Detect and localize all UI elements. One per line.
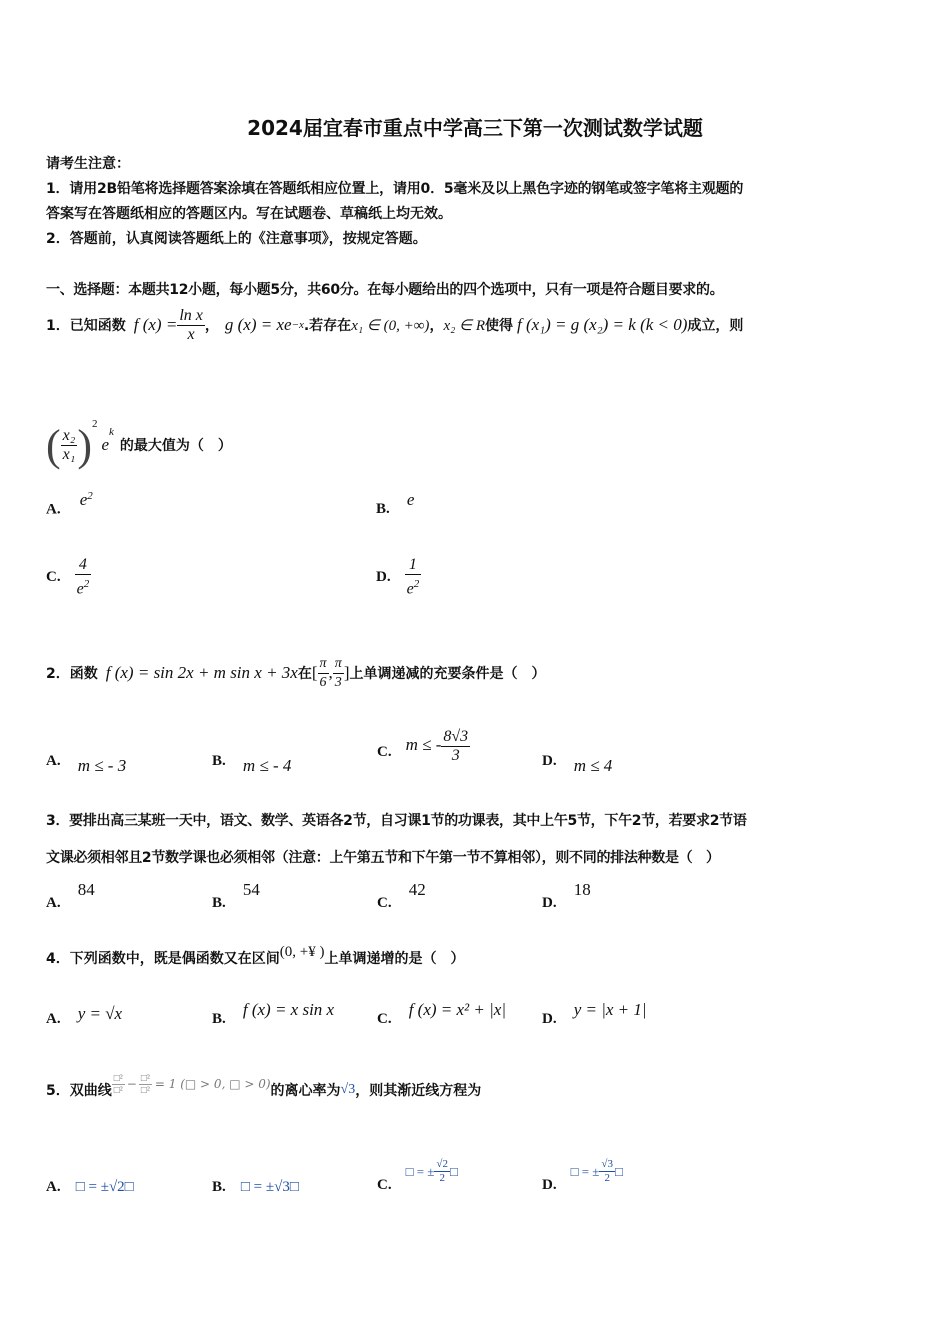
question-3-stem-line-1: 3．要排出高三某班一天中，语文、数学、英语各2节，自习课1节的功课表，其中上午5节，下午2节，若要求2节语 [46,813,747,829]
question-4-stem: 4．下列函数中，既是偶函数又在区间 (0, +¥ ) 上单调递增的是（ ） [46,943,465,967]
notice-item-1: 1．请用2B铅笔将选择题答案涂填在答题纸相应位置上，请用0．5毫米及以上黑色字迹的钢笔或签字笔将主观题的 [46,181,744,197]
question-5-stem: 5．双曲线 $\frac{\text{□²}}{\text{□²}}$ − $\frac{\text{□²}}{\text{□²}}$ = 1 (□ > 0, □ > 0) 的离心率为 √3 ，则其渐近线方程为 [46,1072,482,1099]
question-3-stem-line-2: 文课必须相邻且2节数学课也必须相邻（注意：上午第五节和下午第一节不算相邻），则不同的排法种数是（ ） [46,850,720,866]
q5-option-d[interactable]: D. □ = ± $\frac{√3}{2}$ □ [542,1158,623,1193]
notice-item-2: 2．答题前，认真阅读答题纸上的《注意事项》，按规定答题。 [46,231,427,247]
q5-option-a[interactable]: A. □ = ±√2□ [46,1179,134,1195]
q4-option-a[interactable]: A. y = √x [46,1004,123,1027]
q1-option-b[interactable]: B. e [376,490,415,517]
hyperbola-term-2: $\frac{\text{□²}}{\text{□²}}$ [140,1072,150,1096]
q2-option-a[interactable]: A. m ≤ - 3 [46,753,127,775]
q5-option-b[interactable]: B. □ = ±√3□ [212,1179,299,1195]
q3-option-d[interactable]: D. 18 [542,880,591,911]
x-ratio-fraction: $\frac{\text{x₂}}{\text{x₁}}$ [62,426,76,463]
f-fraction: $\frac{\text{ln x}}{x}$ [179,306,203,343]
notice-heading: 请考生注意： [46,156,130,172]
q5-option-c[interactable]: C. □ = ± $\frac{√2}{2}$ □ [377,1158,458,1193]
notice-item-1-cont: 答案写在答题纸相应的答题区内。写在试题卷、草稿纸上均无效。 [46,206,452,222]
q1-option-c[interactable]: C. $\frac{4}{e^2}$ [46,556,90,598]
q1-option-a[interactable]: A. $e^2$ [46,490,93,518]
question-1-expression: ( $\frac{\text{x₂}}{\text{x₁}}$ ) $^2$ e $^k$ 的最大值为（ ） [46,418,232,470]
q3-option-c[interactable]: C. 42 [377,880,426,911]
q3-option-b[interactable]: B. 54 [212,880,260,911]
page-title: 2024届宜春市重点中学高三下第一次测试数学试题 [247,116,703,140]
q2-option-d[interactable]: D. m ≤ 4 [542,753,613,775]
hyperbola-term-1: $\frac{\text{□²}}{\text{□²}}$ [113,1072,123,1096]
q3-option-a[interactable]: A. 84 [46,880,95,911]
q2-option-b[interactable]: B. m ≤ - 4 [212,753,292,775]
q4-option-c[interactable]: C. f (x) = x² + |x| [377,1000,507,1027]
section-heading: 一、选择题：本题共12小题，每小题5分，共60分。在每小题给出的四个选项中，只有一项是符合题目要求的。 [46,282,724,298]
question-2-stem: 2．函数 f (x) = sin 2x + m sin x + 3x 在 [ $\frac{\pi}{6}$ , $\frac{\pi}{3}$ ] 上单调递减的充要条件是（ ） [46,655,546,690]
q2-option-c[interactable]: C. m ≤ - $\frac{8√3}{3}$ [377,728,469,764]
q1-option-d[interactable]: D. $\frac{1}{e^2}$ [376,556,420,598]
q4-option-d[interactable]: D. y = |x + 1| [542,1000,647,1027]
question-1-stem: 1．已知函数 f (x) = $\frac{\text{ln x}}{x}$ ， g (x) = xe −x .若存在 x₁ ∈ (0, +∞) ， x₂ ∈ R 使得 f (x₁) = g (x₂) = k (k < 0) 成立，则 [46,306,744,343]
q4-option-b[interactable]: B. f (x) = x sin x [212,1000,335,1027]
